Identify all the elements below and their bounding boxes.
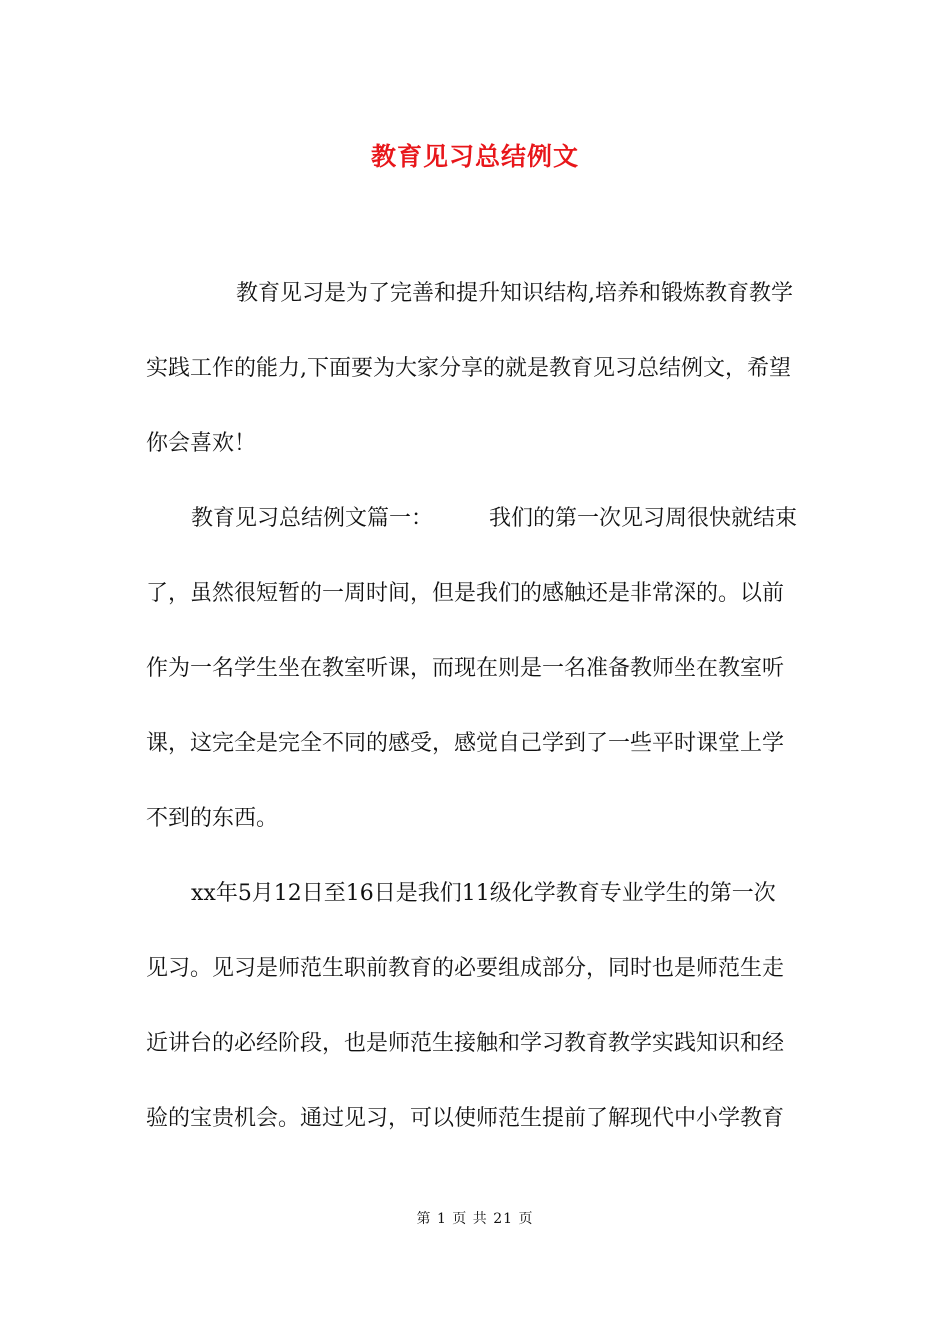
paragraph-line: 验的宝贵机会。通过见习，可以使师范生提前了解现代中小学教育 [146, 1106, 785, 1131]
document-title: 教育见习总结例文 [370, 142, 579, 171]
paragraph-line: 你会喜欢！ [146, 431, 257, 456]
paragraph-line: 教育见习总结例文篇一： 我们的第一次见习周很快就结束 [191, 506, 797, 531]
paragraph-line: 教育见习是为了完善和提升知识结构,培养和锻炼教育教学 [236, 281, 793, 306]
document-body [146, 274, 806, 1174]
paragraph-line: 近讲台的必经阶段，也是师范生接触和学习教育教学实践知识和经 [146, 1031, 785, 1056]
paragraph-line: xx年5月12日至16日是我们11级化学教育专业学生的第一次 [191, 881, 776, 906]
paragraph-line: 了，虽然很短暂的一周时间，但是我们的感触还是非常深的。以前 [146, 581, 785, 606]
page-footer: 第 1 页 共 21 页 [416, 1211, 534, 1227]
paragraph-line: 不到的东西。 [146, 806, 279, 831]
paragraph-line: 课，这完全是完全不同的感受，感觉自己学到了一些平时课堂上学 [146, 731, 785, 756]
paragraph-line: 实践工作的能力,下面要为大家分享的就是教育见习总结例文，希望 [146, 356, 791, 381]
paragraph-line: 作为一名学生坐在教室听课，而现在则是一名准备教师坐在教室听 [146, 656, 785, 681]
paragraph-line: 见习。见习是师范生职前教育的必要组成部分，同时也是师范生走 [146, 956, 785, 981]
